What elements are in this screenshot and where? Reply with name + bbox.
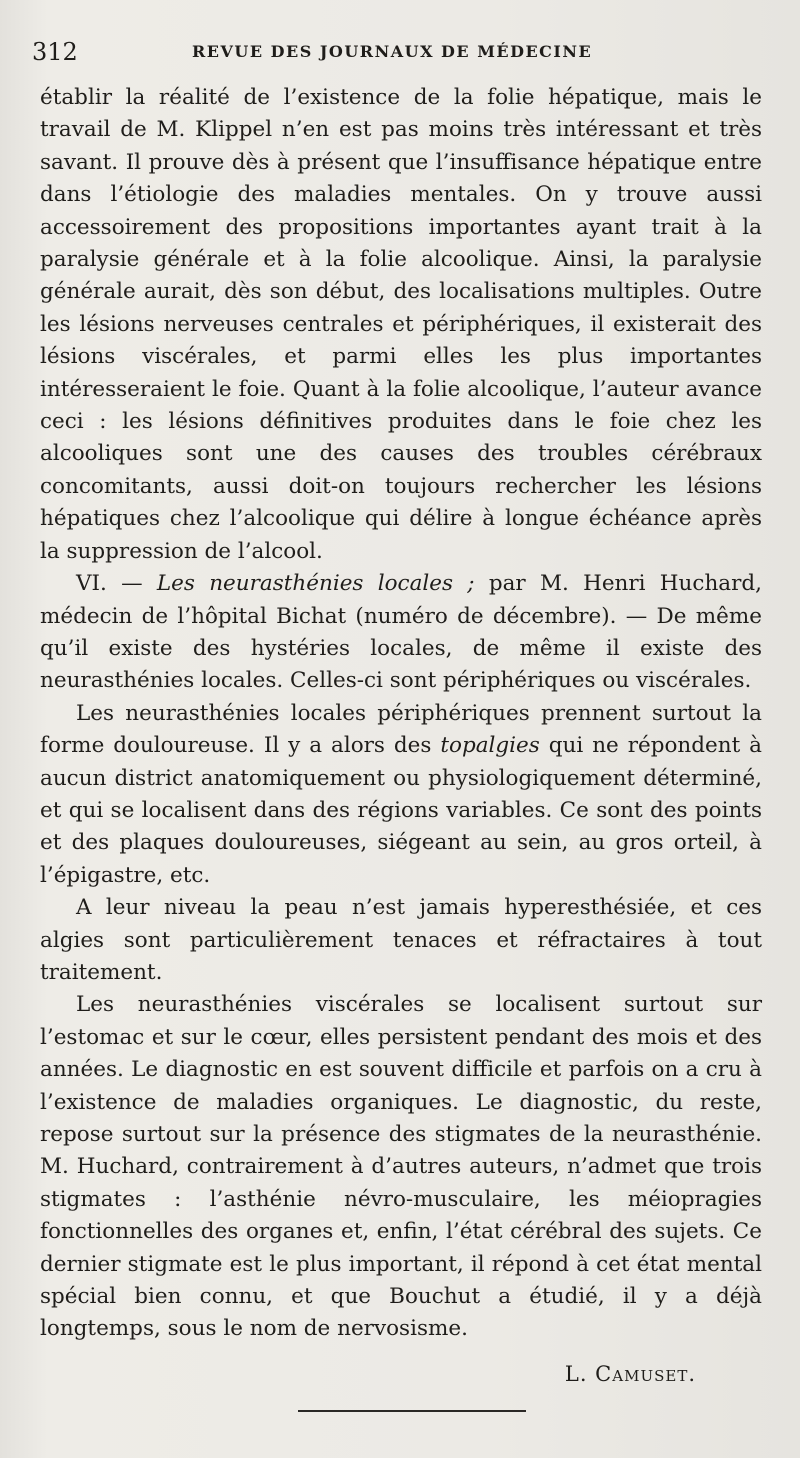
paragraph-klippel-conclusion: établir la réalité de l’existence de la folie hépatique, mais le travail de M. Klippel n’en est pas moins très intéressant et très savant. Il prouve dès à présent que l’insuffisance hépatique entre dans l’étiologie des maladies mentales. On y trouve aussi accessoirement des propositions importantes ayant trait à la paralysie générale et à la folie alcoolique. Ainsi, la paralysie générale aurait, dès son début, des localisations multiples. Outre les lésions nerveuses centrales et périphériques, il existerait des lésions viscérales, et parmi elles les plus importantes intéresseraient le foie. Quant à la folie alcoolique, l’auteur avance ceci : les lésions définitives produites dans le foie chez les alcooliques sont une des causes des troubles cérébraux concomitants, aussi doit-on toujours rechercher les lésions hépatiques chez l’alcoolique qui délire à longue échéance après la suppression de l’alcool.: [40, 85, 762, 564]
section-number: VI. —: [76, 571, 157, 597]
paragraph-peripheral: [40, 698, 762, 892]
running-title: REVUE DES JOURNAUX DE MÉDECINE: [192, 42, 593, 61]
page-number: 312: [32, 38, 78, 66]
closing-rule: [298, 1410, 526, 1412]
article-citation: par M. Henri Huchard, médecin de l’hôpital Bichat (numéro de décembre). — De même qu’il existe des hystéries locales, de même il existe des neurasthénies locales. Celles-ci sont périphériques ou viscérales.: [40, 571, 762, 694]
term-topalgies: topalgies: [440, 733, 540, 759]
author-signature: L. Camuset.: [564, 1362, 696, 1386]
article-title: Les neurasthénies locales ;: [156, 571, 475, 597]
article-body: [40, 82, 762, 1346]
paragraph-hyperesthesia: A leur niveau la peau n’est jamais hyperesthésiée, et ces algies sont particulièrement tenaces et réfractaires à tout traitement.: [40, 895, 762, 985]
page-header: [32, 38, 770, 70]
text-run: Les neurasthénies locales périphériques prennent surtout la forme douloureuse. Il y a alors des: [40, 700, 762, 759]
text-run: qui ne répondent à aucun district anatomiquement ou physiologiquement déterminé, et qui se localisent dans des régions variables. Ce sont des points et des plaques douloureuses, siégeant au sein, au gros orteil, à l’épigastre, etc.: [40, 733, 762, 888]
paragraph-visceral: Les neurasthénies viscérales se localisent surtout sur l’estomac et sur le cœur, elles persistent pendant des mois et des années. Le diagnostic en est souvent difficile et parfois on a cru à l’existence de maladies organiques. Le diagnostic, du reste, repose surtout sur la présence des stigmates de la neurasthénie. M. Huchard, contrairement à d’autres auteurs, n’admet que trois stigmates : l’asthénie névro-musculaire, les méiopragies fonctionnelles des organes et, enfin, l’état cérébral des sujets. Ce dernier stigmate est le plus important, il répond à cet état mental spécial bien connu, et que Bouchut a étudié, il y a déjà longtemps, sous le nom de nervosisme.: [40, 992, 762, 1342]
paragraph-section-vi: [40, 568, 762, 698]
